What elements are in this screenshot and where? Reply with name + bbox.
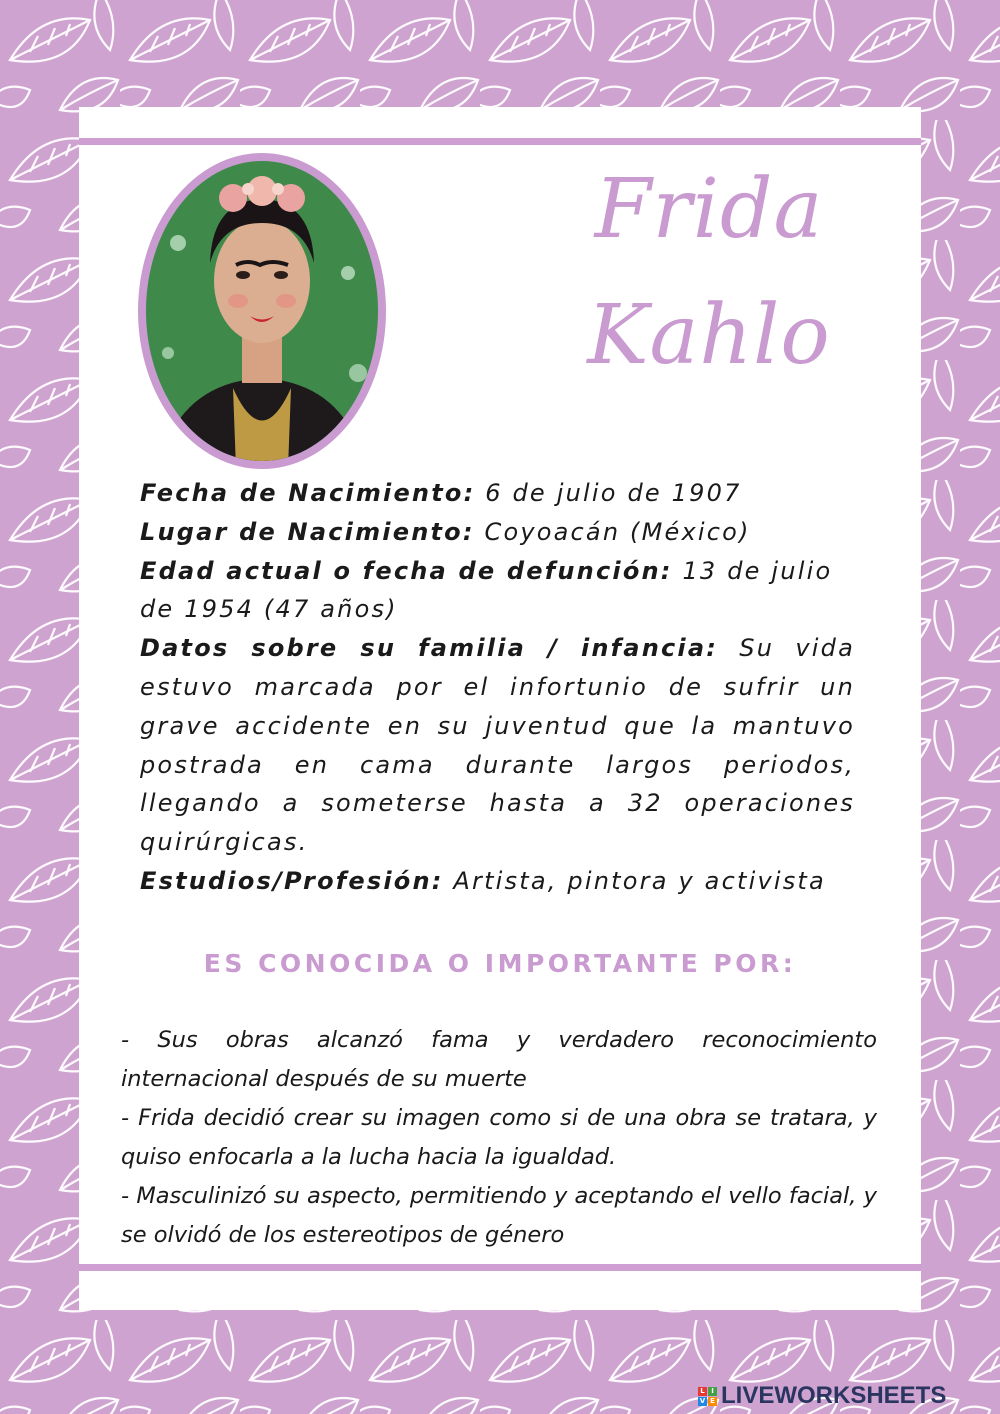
last-name-title: Kahlo: [587, 288, 831, 383]
first-name-title: Frida: [594, 162, 824, 257]
birth-date-row: [140, 474, 855, 513]
logo-letter: V: [699, 1396, 706, 1405]
age-row: [140, 552, 855, 630]
known-for-item: - Frida decidió crear su imagen como si de una obra se tratara, y quiso enfocarla a la lucha hacia la igualdad.: [121, 1105, 877, 1170]
known-for-item: - Sus obras alcanzó fama y verdadero reconocimiento internacional después de su muerte: [121, 1027, 877, 1092]
logo-letter: I: [708, 1387, 717, 1396]
known-for-item: - Masculinizó su aspecto, permitiendo y aceptando el vello facial, y se olvidó de los estereotipos de género: [121, 1183, 877, 1248]
top-divider: [79, 138, 921, 145]
family-label: Datos sobre su familia / infancia:: [140, 634, 719, 663]
studies-label: Estudios/Profesión:: [140, 866, 444, 895]
family-value: Su vida estuvo marcada por el infortunio de sufrir un grave accidente en su juventud que la mantuvo postrada en cama durante largos periodos, llegando a someterse hasta a 32 operaciones quirúrgicas.: [140, 634, 855, 857]
bottom-divider: [79, 1264, 921, 1271]
birth-place-label: Lugar de Nacimiento:: [140, 517, 475, 546]
logo-letter: L: [698, 1387, 707, 1396]
watermark-text: LIVEWORKSHEETS: [721, 1382, 947, 1409]
portrait-photo: [138, 153, 386, 469]
profile-card: [79, 107, 921, 1310]
logo-letter: E: [708, 1397, 717, 1406]
liveworksheets-watermark: [698, 1382, 946, 1410]
known-for-list: [121, 1021, 877, 1255]
studies-row: [140, 862, 855, 901]
liveworksheets-logo-icon: [698, 1387, 717, 1406]
studies-value: Artista, pintora y activista: [443, 866, 826, 895]
age-value: 13 de julio de 1954 (47 años): [140, 556, 833, 624]
birth-date-value: 6 de julio de 1907: [475, 479, 742, 507]
known-for-heading: ES CONOCIDA O IMPORTANTE POR:: [203, 949, 797, 978]
birth-date-label: Fecha de Nacimiento:: [140, 479, 476, 507]
birth-place-value: Coyoacán (México): [474, 517, 751, 546]
birth-place-row: [140, 513, 855, 552]
biography-section: [140, 474, 855, 901]
age-label: Edad actual o fecha de defunción:: [140, 556, 673, 585]
family-row: [140, 629, 855, 862]
